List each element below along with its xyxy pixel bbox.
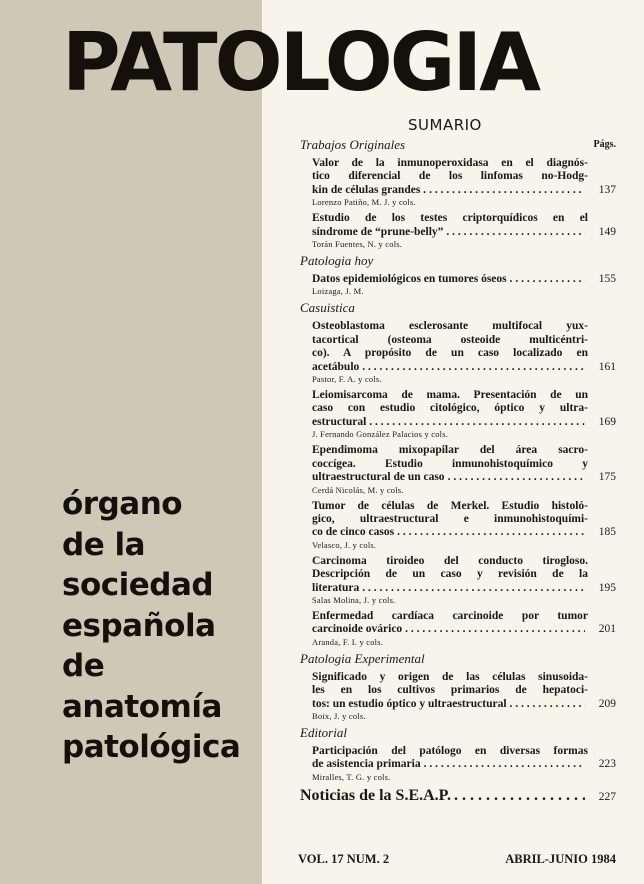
dot-leader [446, 226, 585, 239]
toc-title-line [312, 471, 616, 484]
page-number: 169 [598, 415, 616, 428]
toc-title-text: Ependimoma mixopapilar del área sacro- [312, 444, 588, 457]
toc-authors: Velasco, J. y cols. [312, 539, 377, 550]
toc-title-text: Estudio de los testes criptorquídicos en el [312, 212, 588, 225]
toc-authors: Boix, J. y cols. [312, 710, 366, 721]
toc-title-line [312, 416, 616, 429]
dot-leader [369, 416, 585, 429]
toc-title-text: síndrome de “prune-belly” [312, 225, 444, 238]
page-number: 185 [598, 526, 616, 539]
toc-title-line [312, 582, 616, 595]
toc-authors: J. Fernando González Palacios y cols. [312, 429, 449, 440]
toc-title-text: gico, ultraestructural e inmunohistoquími- [312, 512, 588, 525]
subtitle-line: órgano [62, 486, 183, 522]
page-number: 175 [598, 471, 616, 484]
toc-title-text: coccígea. Estudio inmunohistoquímico y [312, 457, 588, 470]
subtitle-line: de [62, 648, 105, 684]
toc-authors: Pastor, F. A. y cols. [312, 374, 382, 385]
toc-title-text: literatura [312, 581, 360, 594]
toc-title-line [312, 361, 616, 374]
toc-title-text: acetábulo [312, 360, 360, 373]
toc-title-text: Osteoblastoma esclerosante multifocal yux- [312, 320, 588, 333]
toc-entry [312, 555, 616, 606]
subtitle-line: patológica [62, 729, 241, 765]
toc-authors: Miralles, T. G. y cols. [312, 771, 391, 782]
section-heading-text: Trabajos Originales [300, 137, 406, 152]
noticias-entry [300, 786, 616, 804]
toc-title-line [312, 444, 616, 457]
toc-title-line [312, 526, 616, 539]
page-number: 223 [598, 758, 616, 771]
toc-title-text: Datos epidemiológicos en tumores óseos . [312, 273, 513, 286]
toc-title-line [312, 212, 616, 225]
section-heading [300, 253, 616, 269]
toc-title-text: Tumor de células de Merkel. Estudio histoló- [312, 499, 588, 512]
toc-title-line [312, 500, 616, 513]
page-number: 227 [598, 790, 616, 803]
toc-title-line [312, 389, 616, 402]
toc-title-line [312, 402, 616, 415]
subtitle-line: española [62, 607, 216, 644]
toc-title-line [312, 758, 616, 771]
toc-title-text: Participación del patólogo en diversas formas [312, 744, 588, 757]
issue-footer [298, 852, 616, 867]
toc-title-text: tico diferencial de los linfomas no-Hodg- [312, 170, 588, 183]
toc-entry [312, 320, 616, 385]
toc-entry [312, 671, 616, 722]
toc-entry [312, 444, 616, 495]
page-number: 195 [598, 581, 616, 594]
volume-number: VOL. 17 NUM. 2 [298, 852, 390, 866]
table-of-contents [300, 137, 616, 804]
society-subtitle [62, 484, 240, 768]
subtitle-line: anatomía [62, 688, 222, 725]
page-number: 137 [598, 183, 616, 196]
toc-title-text: Carcinoma tiroideo del conducto tirogloso. [312, 554, 588, 567]
page-number: 201 [598, 623, 616, 636]
dot-leader [515, 273, 585, 286]
dot-leader [429, 184, 585, 197]
toc-title-line [312, 170, 616, 183]
toc-title-text: carcinoide ovárico [312, 623, 403, 636]
toc-title-line [312, 671, 616, 684]
toc-title-line [312, 698, 616, 711]
section-heading-text: Patologia hoy [300, 253, 374, 269]
toc-title-text: Significado y origen de las células sinusoida- [312, 670, 588, 683]
toc-title-line [312, 320, 616, 333]
dot-leader [405, 623, 585, 636]
pages-column-label: Págs. [593, 139, 616, 150]
toc-entry [312, 273, 616, 297]
toc-entry [312, 212, 616, 250]
page-number: 155 [598, 273, 616, 286]
toc-title-text: tos: un estudio óptico y ultraestructural [312, 697, 507, 710]
toc-authors: Torán Fuentes, N. y cols. [312, 239, 403, 250]
toc-authors: Lorenzo Patiño, M. J. y cols. [312, 197, 416, 208]
section-heading-text: Editorial [300, 724, 347, 740]
dot-leader [510, 698, 585, 711]
toc-title-line [312, 157, 616, 170]
section-heading-text: Casuistica [300, 300, 355, 316]
toc-title-line [312, 226, 616, 239]
toc-title-text: Valor de la inmunoperoxidasa en el diagnós- [312, 157, 588, 169]
section-heading [300, 137, 616, 153]
toc-title-text: tacortical (osteoma osteoide multicéntri- [312, 333, 588, 346]
toc-authors: Loizaga, J. M. [312, 286, 364, 297]
toc-title-text: ultraestructural de un caso [312, 471, 445, 484]
toc-title-line [312, 513, 616, 526]
noticias-text: Noticias de la S.E.A.P. [300, 786, 451, 804]
section-heading [300, 651, 616, 667]
toc-title-text: Descripción de un caso y revisión de la [312, 568, 588, 581]
dot-leader [448, 471, 585, 484]
toc-title-text: caso con estudio citológico, óptico y ultra- [312, 402, 588, 415]
toc-title-text: kin de células grandes . [312, 183, 427, 196]
dot-leader [362, 582, 585, 595]
dot-leader [454, 789, 585, 802]
dot-leader [362, 361, 585, 374]
subtitle-line: de la [62, 526, 146, 563]
dot-leader [397, 526, 585, 539]
toc-title-text: estructural [312, 415, 367, 428]
page-number: 149 [598, 225, 616, 238]
page-number: 209 [598, 697, 616, 710]
toc-entry [312, 389, 616, 440]
toc-entry [312, 500, 616, 551]
issue-date: ABRIL-JUNIO 1984 [505, 852, 616, 866]
toc-title-line [312, 745, 616, 758]
toc-title-line [312, 623, 616, 636]
toc-title-line [312, 684, 616, 697]
toc-title-text: co de cinco casos [312, 526, 395, 539]
toc-title-text: Leiomisarcoma de mama. Presentación de un [312, 389, 588, 402]
subtitle-line: sociedad [62, 567, 214, 603]
toc-entry [312, 745, 616, 783]
dot-leader [424, 758, 585, 771]
journal-title: PATOLOGIA [62, 16, 539, 109]
toc-authors: Salas Molina, J. y cols. [312, 594, 396, 605]
section-heading-text: Patologia Experimental [300, 650, 425, 666]
toc-title-line [312, 610, 616, 623]
toc-title-text: les en los cultivos primarios de hepatoci- [312, 684, 588, 697]
page-number: 161 [598, 360, 616, 373]
toc-title-line [312, 334, 616, 347]
section-heading [300, 300, 616, 316]
toc-title-line [312, 458, 616, 471]
toc-title-line [312, 273, 616, 286]
sumario-heading: SUMARIO [408, 116, 482, 134]
toc-title-line [312, 184, 616, 197]
toc-title-text: co). A propósito de un caso localizado en [312, 347, 588, 360]
toc-title-text: Enfermedad cardíaca carcinoide por tumor [312, 609, 588, 622]
toc-title-line [312, 347, 616, 360]
toc-entry [312, 157, 616, 208]
toc-entry [312, 610, 616, 648]
toc-title-line [312, 555, 616, 568]
toc-authors: Cerdá Nicolás, M. y cols. [312, 484, 404, 495]
section-heading [300, 725, 616, 741]
toc-authors: Aranda, F. I. y cols. [312, 636, 384, 647]
toc-title-line [312, 568, 616, 581]
toc-title-text: de asistencia primaria [312, 758, 421, 771]
